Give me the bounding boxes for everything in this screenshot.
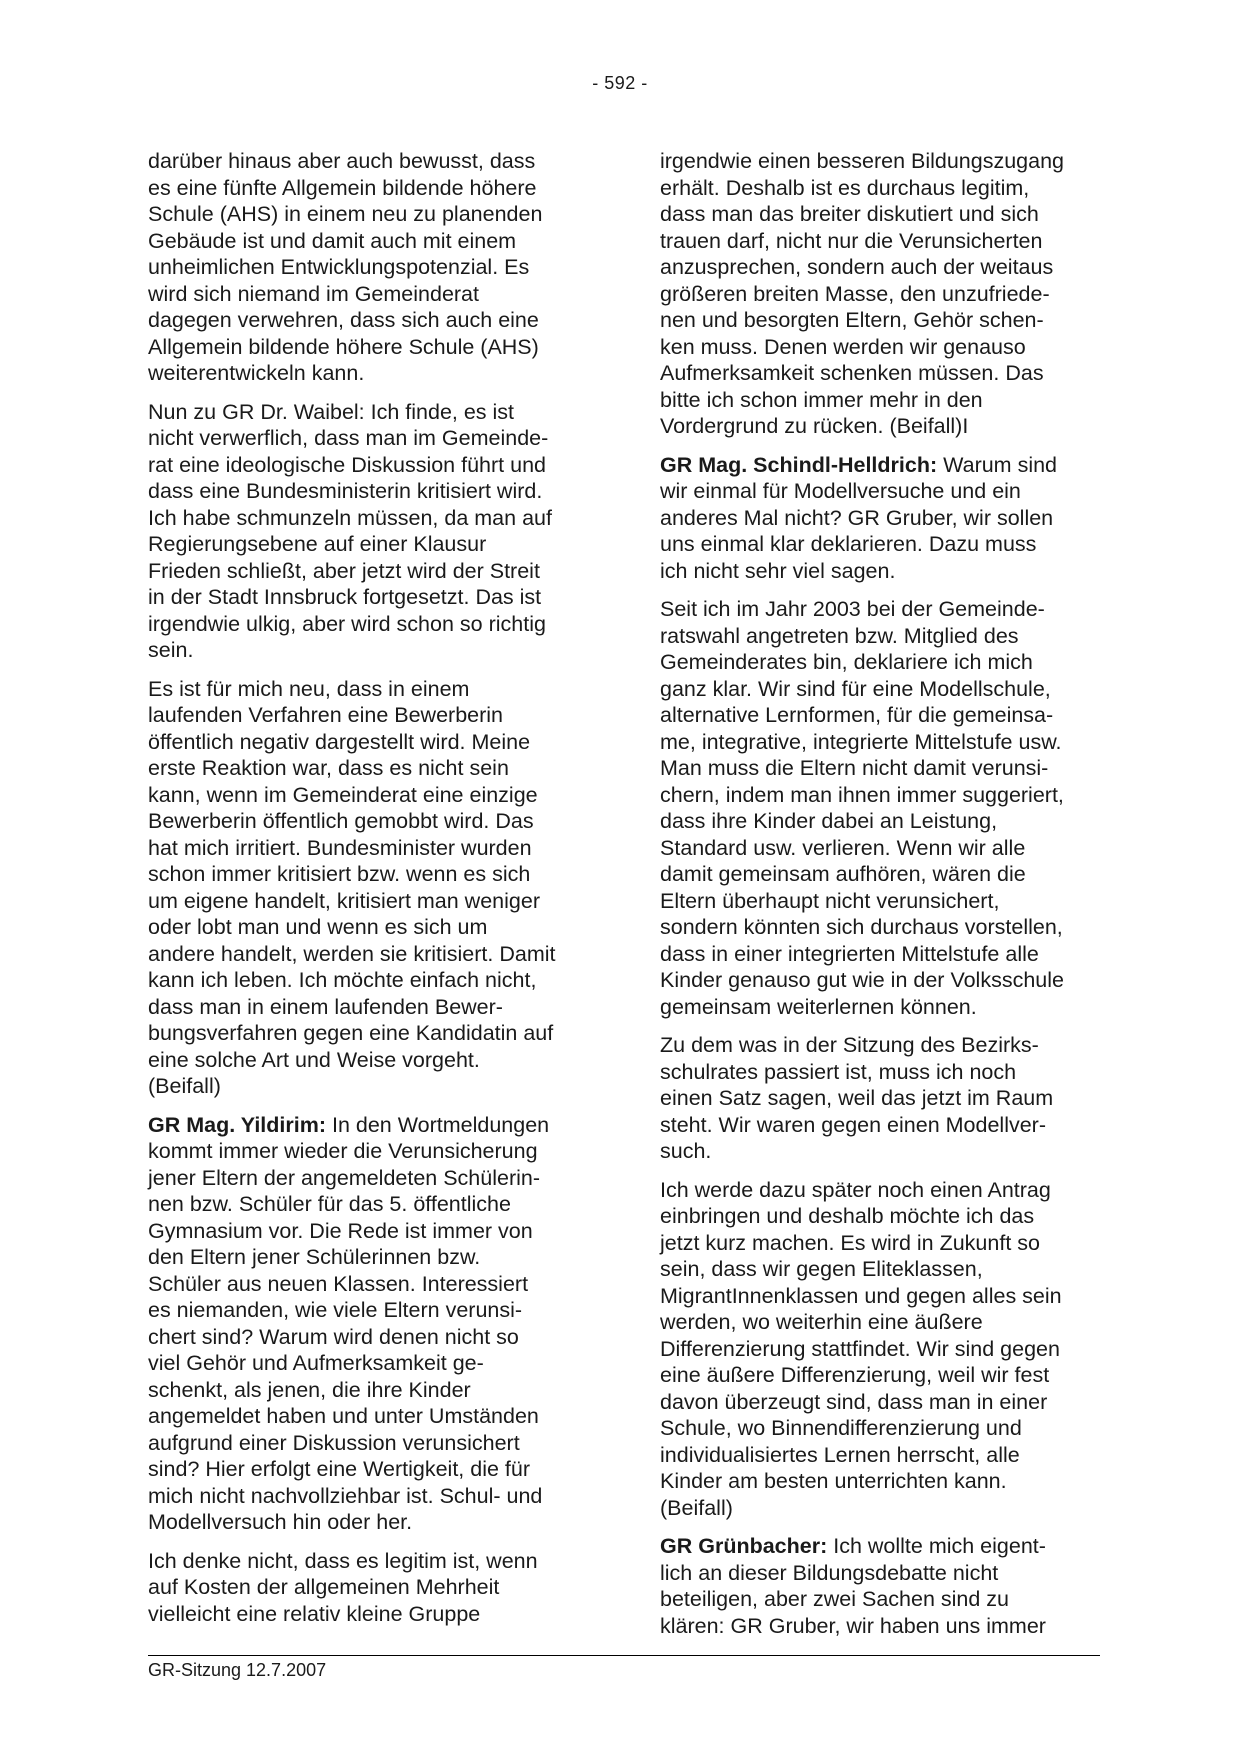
paragraph: Ich denke nicht, dass es legitim ist, wenn auf Kosten der allgemeinen Mehrheit vielleicht eine relativ kleine Gruppe xyxy=(148,1548,538,1626)
paragraph: Ich werde dazu später noch einen Antrag einbringen und deshalb möchte ich das jetzt kurz machen. Es wird in Zukunft so sein, dass wir gegen Eliteklassen, MigrantInnenklassen und gegen alles sein werden, wo weiterhin eine äußere Differenzierung stattfindet. Wir sind gegen eine äußere Differenzierung, weil wir fest davon überzeugt sind, dass man in einer Schule, wo Binnendifferenzierung und individualisiertes Lernen herrscht, alle Kinder am besten unterrichten kann. (Beifall) xyxy=(660,1177,1062,1520)
footer-divider xyxy=(148,1655,1100,1656)
left-column xyxy=(148,148,598,1639)
speaker-name: GR Mag. Schindl-Helldrich: xyxy=(660,452,938,477)
paragraph: darüber hinaus aber auch bewusst, dass es eine fünfte Allgemein bildende höhere Schule (AHS) in einem neu zu planenden Gebäude ist und damit auch mit einem unheimlichen Entwicklungspotenzial. Es wird sich niemand im Gemeinderat dagegen verwehren, dass sich auch eine Allgemein bildende höhere Schule (AHS) weiterentwickeln kann. xyxy=(148,149,543,385)
speaker-paragraph xyxy=(660,1533,1110,1639)
paragraph: Nun zu GR Dr. Waibel: Ich finde, es ist nicht verwerflich, dass man im Gemeinde- rat eine ideologische Diskussion führt und dass eine Bundesministerin kritisiert wird. Ich habe schmunzeln müssen, da man auf Regierungsebene auf einer Klausur Frieden schließt, aber jetzt wird der Streit in der Stadt Innsbruck fortgesetzt. Das ist irgendwie ulkig, aber wird schon so richtig sein. xyxy=(148,399,552,662)
speaker-paragraph xyxy=(660,452,1110,585)
right-column xyxy=(660,148,1110,1651)
page-number: - 592 - xyxy=(592,73,648,93)
speech-text: In den Wortmeldungen kommt immer wieder die Verunsicherung jener Eltern der angemeldeten Schülerin- nen bzw. Schüler für das 5. öffentliche Gymnasium vor. Die Rede ist immer von den Eltern jener Schülerinnen bzw. Schüler aus neuen Klassen. Interessiert es niemanden, wie viele Eltern verunsi- chert sind? Warum wird denen nicht so viel Gehör und Aufmerksamkeit ge- schenkt, als jenen, die ihre Kinder angemeldet haben und unter Umständen aufgrund einer Diskussion verunsichert sind? Hier erfolgt eine Wertigkeit, die für mich nicht nachvollziehbar ist. Schul- und Modellversuch hin oder her. xyxy=(148,1112,550,1534)
paragraph: Zu dem was in der Sitzung des Bezirks- schulrates passiert ist, muss ich noch einen Satz sagen, weil das jetzt im Raum steht. Wir waren gegen einen Modellver- such. xyxy=(660,1033,1054,1163)
speaker-name: GR Grünbacher: xyxy=(660,1534,828,1558)
speaker-paragraph xyxy=(148,1112,598,1536)
speaker-name: GR Mag. Yildirim: xyxy=(148,1112,326,1137)
speech-text: Warum sind wir einmal für Modellversuche und ein anderes Mal nicht? GR Gruber, wir sollen uns einmal klar deklarieren. Dazu muss ich nicht sehr viel sagen. xyxy=(660,452,1058,583)
paragraph: Es ist für mich neu, dass in einem laufenden Verfahren eine Bewerberin öffentlich negativ dargestellt wird. Meine erste Reaktion war, dass es nicht sein kann, wenn im Gemeinderat eine einzige Bewerberin öffentlich gemobbt wird. Das hat mich irritiert. Bundesminister wurden schon immer kritisiert bzw. wenn es sich um eigene handelt, kritisiert man weniger oder lobt man und wenn es sich um andere handelt, werden sie kritisiert. Damit kann ich leben. Ich möchte einfach nicht, dass man in einem laufenden Bewer- bungsverfahren gegen eine Kandidatin auf eine solche Art und Weise vorgeht. (Beifall) xyxy=(148,676,556,1098)
speech-text: Ich wollte mich eigent- lich an dieser Bildungsdebatte nicht beteiligen, aber zwei Sachen sind zu klären: GR Gruber, wir haben uns immer xyxy=(660,1534,1046,1638)
footer-session-date: GR-Sitzung 12.7.2007 xyxy=(148,1660,327,1680)
paragraph: Seit ich im Jahr 2003 bei der Gemeinde- ratswahl angetreten bzw. Mitglied des Gemeinderates bin, deklariere ich mich ganz klar. Wir sind für eine Modellschule, alternative Lernformen, für die gemeinsa- me, integrative, integrierte Mittelstufe usw. Man muss die Eltern nicht damit verunsi- chern, indem man ihnen immer suggeriert, dass ihre Kinder dabei an Leistung, Standard usw. verlieren. Wenn wir alle damit gemeinsam aufhören, wären die Eltern überhaupt nicht verunsichert, sondern könnten sich durchaus vorstellen, dass in einer integrierten Mittelstufe alle Kinder genauso gut wie in der Volksschule gemeinsam weiterlernen können. xyxy=(660,597,1064,1019)
paragraph: irgendwie einen besseren Bildungszugang erhält. Deshalb ist es durchaus legitim, dass man das breiter diskutiert und sich trauen darf, nicht nur die Verunsicherten anzusprechen, sondern auch der weitaus größeren breiten Masse, den unzufriede- nen und besorgten Eltern, Gehör schen- ken muss. Denen werden wir genauso Aufmerksamkeit schenken müssen. Das bitte ich schon immer mehr in den Vordergrund zu rücken. (Beifall)I xyxy=(660,149,1065,438)
